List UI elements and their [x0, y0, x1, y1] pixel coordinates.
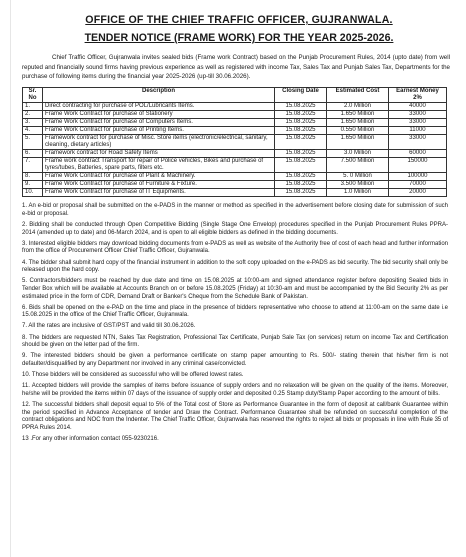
cell-sr: 8.: [23, 173, 43, 181]
cell-estimated-cost: 0.550 Million: [327, 127, 389, 135]
term-11: 11. Accepted bidders will provide the samples of items before issuance of supply orders and no relaxation will be given on the quality of the items. Moreover, he/she will be provided the items within 07 days of the issuance of supply order and deposited 0.25 Stamp duty/Stamp Paper according to the amount of bills.: [22, 383, 448, 397]
cell-estimated-cost: 7.500 Million: [327, 158, 389, 173]
term-1: 1. An e-bid or proposal shall be submitted on the e-PADS in the manner or method as specified in the advertisement before closing date for submission of such e-bid or proposal.: [22, 203, 448, 217]
cell-sr: 5.: [23, 135, 43, 150]
cell-closing-date: 15.08.2025: [275, 111, 327, 119]
table-row: [23, 119, 447, 127]
term-13: 13 .For any other information contact 055-9230216.: [22, 436, 159, 443]
table-header-row: [23, 87, 447, 102]
cell-sr: 3.: [23, 119, 43, 127]
cell-sr: 1.: [23, 103, 43, 111]
cell-description: Direct contracting for purchase of POL/Lubricants Items.: [43, 103, 275, 111]
cell-sr: 7.: [23, 158, 43, 173]
cell-estimated-cost: 5. 0 Million: [327, 173, 389, 181]
cell-closing-date: 15.08.2025: [275, 181, 327, 189]
cell-closing-date: 15.08.2025: [275, 189, 327, 197]
table-row: [23, 127, 447, 135]
cell-earnest-money: 20000: [389, 189, 447, 197]
header-description: Description: [43, 87, 275, 102]
term-2: 2. Bidding shall be conducted through Open Competitive Bidding (Single Stage One Envelop) procedures specified in the Punjab Procurement Rules PPRA-2014 (amended up to date) and 06-March 2024, and is open to all eligible bidders as defined in the bidding documents.: [22, 221, 448, 236]
term-7: 7. All the rates are inclusive of GST/PST and valid till 30.06.2026.: [22, 323, 196, 330]
cell-closing-date: 15.08.2025: [275, 135, 327, 150]
terms-list: [22, 203, 448, 444]
intro-text: Chief Traffic Officer, Gujranwala invites sealed bids (Frame work Contract) based on the Punjab Procurement Rules, 2014 (upto date) from well reputed and financially sound firms having previous experience as well as registered with income Tax, Sales Tax and Punjab Sales Tax, Departments for the purchase of following items during the financial year 2025-2026 (up-till 30.06.2026).: [22, 54, 450, 81]
cell-closing-date: 15.08.2025: [275, 173, 327, 181]
cell-earnest-money: 70000: [389, 181, 447, 189]
header-estimated-cost: Estimated Cost: [327, 87, 389, 102]
cell-estimated-cost: 1.650 Million: [327, 119, 389, 127]
cell-closing-date: 15.08.2025: [275, 103, 327, 111]
table-row: [23, 158, 447, 173]
cell-estimated-cost: 2.0 Million: [327, 103, 389, 111]
cell-closing-date: 15.08.2025: [275, 127, 327, 135]
intro-paragraph: [22, 53, 450, 82]
term-12: 12. The successful bidders shall deposit equal to 5% of the Total cost of Store as Performance Guarantee in the form of deposit at call/bank Guarantee within the period specified in Advance Acceptance of tender and Draw the Contract. Performance Guarantee shall be refunded on successful completion of the contract obligations and NOC from the Indenter. The Chief Traffic Officer, Gujranwala has reserved the rights to reject all bids or proposals in line with Rule 35 of PPRA Rules 2014.: [22, 402, 448, 431]
cell-earnest-money: 33000: [389, 119, 447, 127]
office-title: OFFICE OF THE CHIEF TRAFFIC OFFICER, GUJRANWALA.: [85, 14, 393, 26]
cell-earnest-money: 40000: [389, 103, 447, 111]
table-row: [23, 135, 447, 150]
term-9: 9. The interested bidders should be given a performance certificate on stamp paper amounting to Rs. 500/- stating therein that his/her firm is not defaulter/disqualified by any Department nor involved in any criminal case/convicted.: [22, 353, 448, 368]
header-earnest-money: Earnest Money 2%: [389, 87, 447, 102]
cell-estimated-cost: 1.650 Million: [327, 135, 389, 150]
cell-description: Framework contract for purchase of Misc. Store items (electronic/electrical, sanitary, cleaning, dietary articles): [43, 135, 275, 150]
header-sr: Sr. No: [23, 87, 43, 102]
cell-description: Framework contract for Road Safety Items: [43, 150, 275, 158]
table-row: [23, 103, 447, 111]
cell-estimated-cost: 3.500 Million: [327, 181, 389, 189]
cell-sr: 2.: [23, 111, 43, 119]
header-closing-date: Closing Date: [275, 87, 327, 102]
cell-closing-date: 15.08.2025: [275, 119, 327, 127]
term-10: 10. Those bidders will be considered as successful who will be offered lowest rates.: [22, 372, 244, 379]
term-3: 3. Interested eligible bidders may download bidding documents from e-PADS as well as website of the Authority free of cost of each head and further information from the office of Procurement Officer Chief Traffic Officer, Gujranwala.: [22, 240, 448, 255]
cell-estimated-cost: 1.650 Million: [327, 111, 389, 119]
notice-title: TENDER NOTICE (FRAME WORK) FOR THE YEAR 2025-2026.: [84, 32, 394, 44]
tender-items-table: [22, 87, 447, 197]
cell-description: Frame Work Contract for purchase of Furniture & Fixture.: [43, 181, 275, 189]
cell-sr: 9.: [23, 181, 43, 189]
cell-closing-date: 15.08.2025: [275, 158, 327, 173]
term-8: 8. The bidders are requested NTN, Sales Tax Registration, Professional Tax Certificate, Punjab Sale Tax (on services) return on income Tax and Certification should be given on the letter pad of the firm.: [22, 334, 448, 349]
cell-description: Frame work contract Transport for repair of Police vehicles, Bikes and purchase of tyres/tubes, Batteries, spare parts, filters etc.: [43, 158, 275, 173]
term-6: 6. Bids shall be opened on the e-PAD on the time and place in the presence of bidders representative who choose to attend at 11:00-am on the same date i.e 15.08.2025 in the office of the Chief Traffic Officer, Gujranwala.: [22, 304, 448, 319]
cell-description: Frame Work Contract for purchase of Stationery: [43, 111, 275, 119]
cell-estimated-cost: 1.0 Million: [327, 189, 389, 197]
scan-edge: [4, 0, 11, 557]
cell-earnest-money: 11000: [389, 127, 447, 135]
cell-sr: 6.: [23, 150, 43, 158]
table-row: [23, 173, 447, 181]
cell-description: Frame Work Contract for purchase of IT Equipments.: [43, 189, 275, 197]
cell-description: Frame Work Contract for purchase of Computers Items.: [43, 119, 275, 127]
cell-earnest-money: 60000: [389, 150, 447, 158]
cell-closing-date: 15.08.2025: [275, 150, 327, 158]
cell-estimated-cost: 3.0 Million: [327, 150, 389, 158]
cell-sr: 4.: [23, 127, 43, 135]
cell-description: Frame Work Contract for purchase of Plant & Machinery.: [43, 173, 275, 181]
cell-earnest-money: 33000: [389, 111, 447, 119]
table-row: [23, 189, 447, 197]
cell-earnest-money: 33000: [389, 135, 447, 150]
cell-sr: 10.: [23, 189, 43, 197]
cell-earnest-money: 150000: [389, 158, 447, 173]
cell-earnest-money: 100000: [389, 173, 447, 181]
term-4: 4. The bidder shall submit hard copy of the financial instrument in addition to the soft copy uploaded on the e-PADS as bid security. The bid security shall only be released upon the hard copy.: [22, 259, 448, 274]
table-row: [23, 150, 447, 158]
table-row: [23, 181, 447, 189]
term-5: 5. Contractors/bidders must be reached by due date and time on 15.08.2025 at 10:00-am and signed attendance register before depositing Sealed bids in Tender Box which will be available at Accounts Branch on or before 15.08.2025 (Friday) at 10:30-am and must be accompanied by the Bid Security 2% as per estimated price in the form of CDR, Demand Draft or Banker's Cheque from the Schedule Bank of Pakistan.: [22, 278, 448, 300]
cell-description: Frame Work Contract for purchase of Printing Items.: [43, 127, 275, 135]
table-row: [23, 111, 447, 119]
